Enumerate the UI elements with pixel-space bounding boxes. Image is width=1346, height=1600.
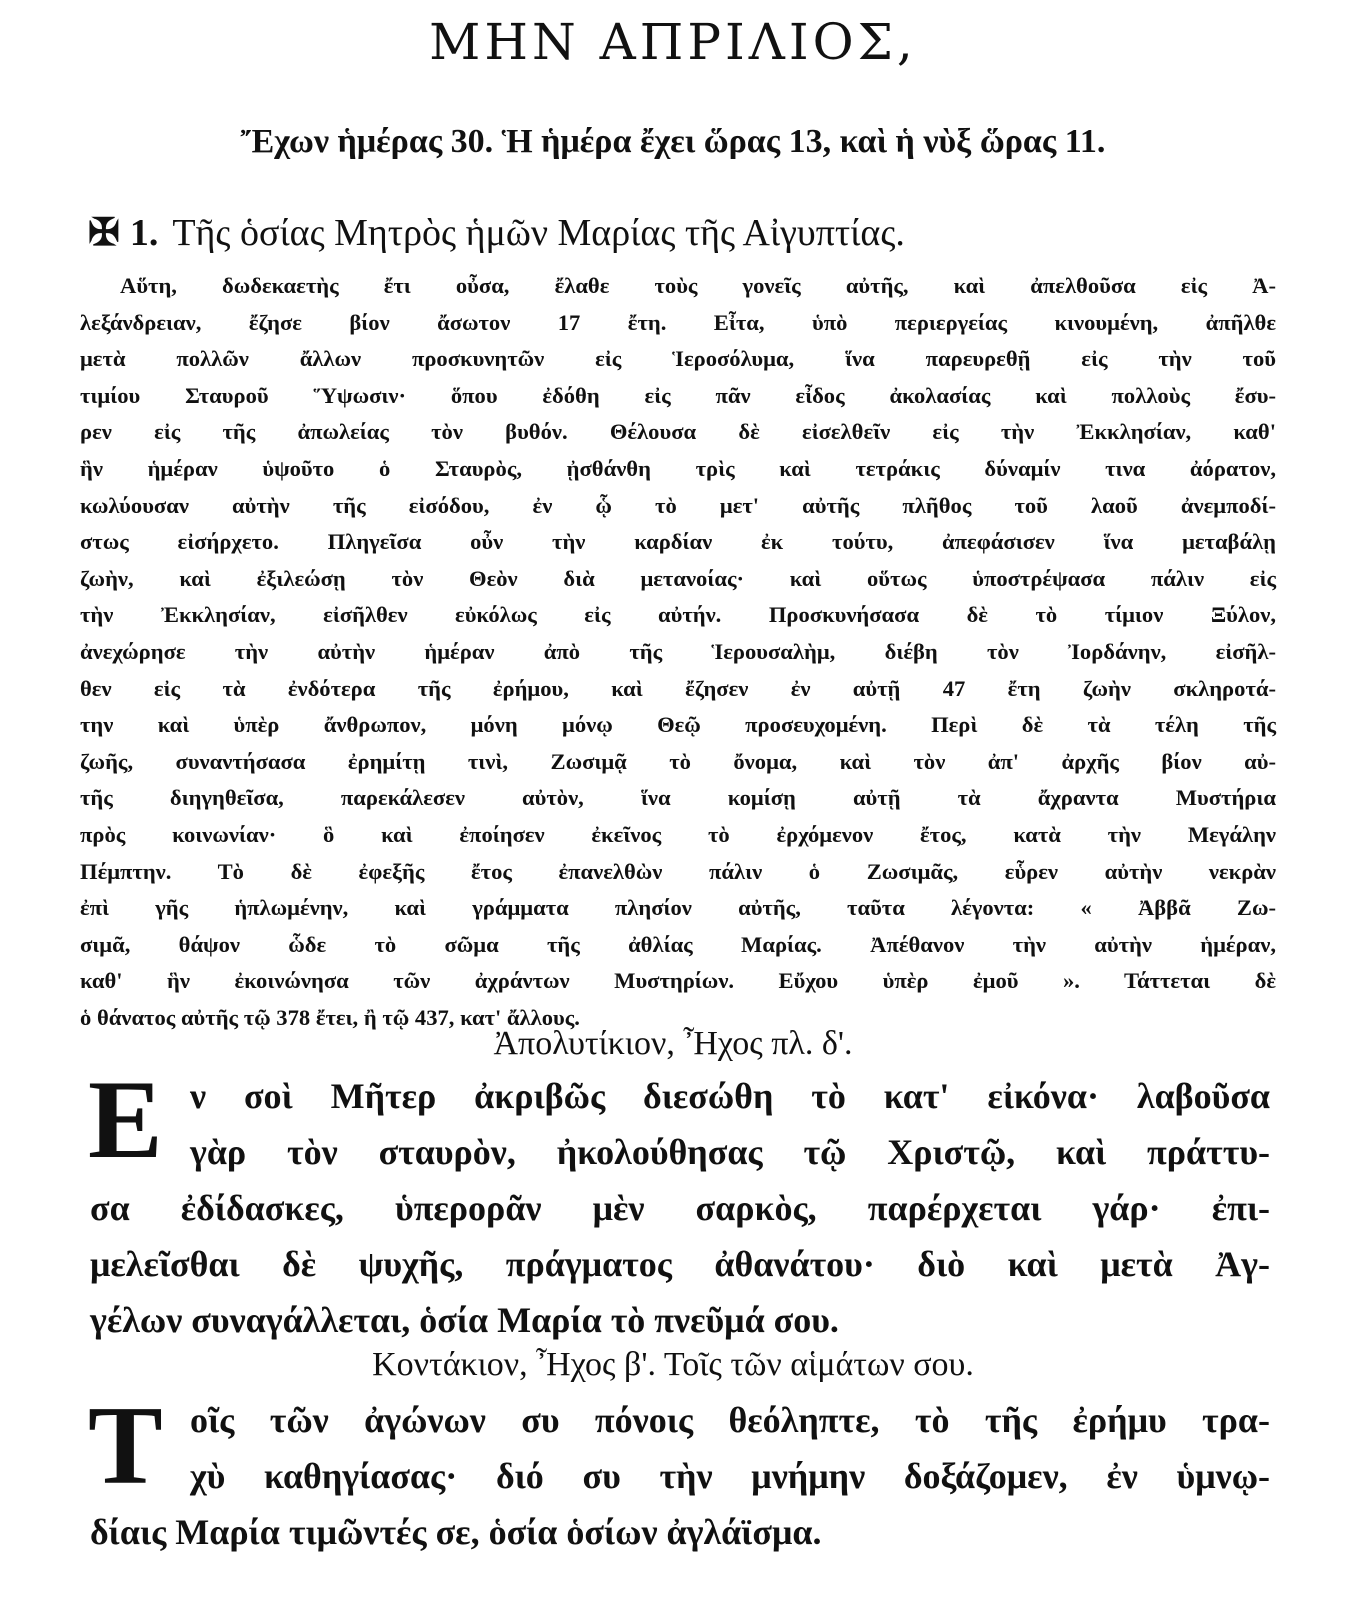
hymn-line: γέλων συναγάλλεται, ὁσία Μαρία τὸ πνεῦμά σου. xyxy=(90,1300,839,1340)
saint-heading xyxy=(88,208,1308,258)
hymn-line: ν σοὶ Μῆτερ ἀκριβῶς διεσώθη τὸ κατ' εἰκόνα· λαβοῦσα xyxy=(190,1076,1270,1116)
hymn-line: μελεῖσθαι δὲ ψυχῆς, πράγματος ἀθανάτου· διὸ καὶ μετὰ Ἀγ- xyxy=(90,1244,1270,1284)
bio-line: πρὸς κοινωνίαν· ὃ καὶ ἐποίησεν ἐκεῖνος τὸ ἐρχόμενον ἔτος, κατὰ τὴν Μεγάλην xyxy=(80,821,1276,847)
bio-line: ζωῆς, συναντήσασα ἐρημίτῃ τινὶ, Ζωσιμᾷ τὸ ὄνομα, καὶ τὸν ἀπ' ἀρχῆς βίον αὐ- xyxy=(80,748,1276,774)
kontakion-drop-cap: Τ xyxy=(88,1384,163,1508)
bio-line: ὁ θάνατος αὐτῆς τῷ 378 ἔτει, ἢ τῷ 437, κατ' ἄλλους. xyxy=(80,1004,580,1030)
hymn-line: σα ἐδίδασκες, ὑπερορᾶν μὲν σαρκὸς, παρέρχεται γάρ· ἐπι- xyxy=(90,1188,1270,1228)
feast-number: 1. xyxy=(129,212,159,254)
bio-line: ζωὴν, καὶ ἐξιλεώσῃ τὸν Θεὸν διὰ μετανοίας· καὶ οὕτως ὑποστρέψασα πάλιν εἰς xyxy=(80,565,1276,591)
month-days-line: Ἔχων ἡμέρας 30. Ἡ ἡμέρα ἔχει ὥρας 13, καὶ ἡ νὺξ ὥρας 11. xyxy=(240,123,1106,160)
saint-biography xyxy=(80,268,1276,1036)
bio-line: σιμᾶ, θάψον ὧδε τὸ σῶμα τῆς ἀθλίας Μαρίας. Ἀπέθανον τὴν αὐτὴν ἡμέραν, xyxy=(80,931,1276,957)
bio-line: κωλύουσαν αὐτὴν τῆς εἰσόδου, ἐν ᾧ τὸ μετ' αὐτῆς πλῆθος τοῦ λαοῦ ἀνεμποδί- xyxy=(80,492,1276,518)
bio-line: την καὶ ὑπὲρ ἄνθρωπον, μόνη μόνῳ Θεῷ προσευχομένη. Περὶ δὲ τὰ τέλη τῆς xyxy=(80,712,1276,738)
hymn-line: οῖς τῶν ἀγώνων συ πόνοις θεόληπτε, τὸ τῆς ἐρήμυ τρα- xyxy=(190,1400,1270,1440)
bio-line: τιμίου Σταυροῦ Ὕψωσιν· ὅπου ἐδόθη εἰς πᾶν εἶδος ἀκολασίας καὶ πολλοὺς ἔσυ- xyxy=(80,382,1276,408)
bio-line: Αὕτη, δωδεκαετὴς ἔτι οὖσα, ἔλαθε τοὺς γονεῖς αὐτῆς, καὶ ἀπελθοῦσα εἰς Ἀ- xyxy=(120,273,1276,298)
hymn-line: γὰρ τὸν σταυρὸν, ἠκολούθησας τῷ Χριστῷ, καὶ πράττυ- xyxy=(190,1132,1270,1172)
bio-line: καθ' ἣν ἐκοινώνησα τῶν ἀχράντων Μυστηρίων. Εὔχου ὑπὲρ ἐμοῦ ». Τάττεται δὲ xyxy=(80,968,1276,994)
bio-line: ἣν ἡμέραν ὑψοῦτο ὁ Σταυρὸς, ᾐσθάνθη τρὶς καὶ τετράκις δύναμίν τινα ἀόρατον, xyxy=(80,455,1276,481)
hymn-line: χὺ καθηγίασας· διό συ τὴν μνήμην δοξάζομεν, ἐν ὑμνῳ- xyxy=(190,1456,1270,1496)
saint-title: Τῆς ὁσίας Μητρὸς ἡμῶν Μαρίας τῆς Αἰγυπτίας. xyxy=(172,212,905,254)
kontakion-heading: Κοντάκιον, Ἦχος β'. Τοῖς τῶν αἱμάτων σου. xyxy=(372,1346,974,1383)
bio-line: θεν εἰς τὰ ἐνδότερα τῆς ἐρήμου, καὶ ἔζησεν ἐν αὐτῇ 47 ἔτη ζωὴν σκληροτά- xyxy=(80,675,1276,701)
hymn-line: δίαις Μαρία τιμῶντές σε, ὁσία ὁσίων ἀγλάϊσμα. xyxy=(90,1512,822,1552)
bio-line: λεξάνδρειαν, ἔζησε βίον ἄσωτον 17 ἔτη. Εἶτα, ὑπὸ περιεργείας κινουμένη, ἀπῆλθε xyxy=(80,309,1276,335)
bio-line: τῆς διηγηθεῖσα, παρεκάλεσεν αὐτὸν, ἵνα κομίσῃ αὐτῇ τὰ ἄχραντα Μυστήρια xyxy=(80,785,1276,811)
bio-line: ρεν εἰς τῆς ἀπωλείας τὸν βυθόν. Θέλουσα δὲ εἰσελθεῖν εἰς τὴν Ἐκκλησίαν, καθ' xyxy=(80,419,1276,445)
apolytikion-heading: Ἀπολυτίκιον, Ἦχος πλ. δ'. xyxy=(493,1025,853,1062)
kontakion-text xyxy=(88,1384,1270,1560)
bio-line: τὴν Ἐκκλησίαν, εἰσῆλθεν εὐκόλως εἰς αὐτήν. Προσκυνήσασα δὲ τὸ τίμιον Ξύλον, xyxy=(80,602,1276,628)
bio-line: ἐπὶ γῆς ἡπλωμένην, καὶ γράμματα πλησίον αὐτῆς, ταῦτα λέγοντα: « Ἀββᾶ Ζω- xyxy=(80,895,1276,921)
bio-line: στως εἰσήρχετο. Πληγεῖσα οὖν τὴν καρδίαν ἐκ τούτυ, ἀπεφάσισεν ἵνα μεταβάλῃ xyxy=(80,529,1276,555)
apolytikion-text xyxy=(90,1068,1270,1348)
bio-line: μετὰ πολλῶν ἄλλων προσκυνητῶν εἰς Ἱεροσόλυμα, ἵνα παρευρεθῇ εἰς τὴν τοῦ xyxy=(80,346,1276,372)
bio-line: Πέμπτην. Τὸ δὲ ἐφεξῆς ἔτος ἐπανελθὼν πάλιν ὁ Ζωσιμᾶς, εὗρεν αὐτὴν νεκρὰν xyxy=(80,858,1276,884)
apolytikion-drop-cap: Ε xyxy=(88,1058,163,1182)
bio-line: ἀνεχώρησε τὴν αὐτὴν ἡμέραν ἀπὸ τῆς Ἱερουσαλὴμ, διέβη τὸν Ἰορδάνην, εἰσῆλ- xyxy=(80,638,1276,664)
cross-mark-icon: ✠ xyxy=(88,212,120,254)
page-title: ΜΗΝ ΑΠΡΙΛΙΟΣ, xyxy=(429,13,917,71)
